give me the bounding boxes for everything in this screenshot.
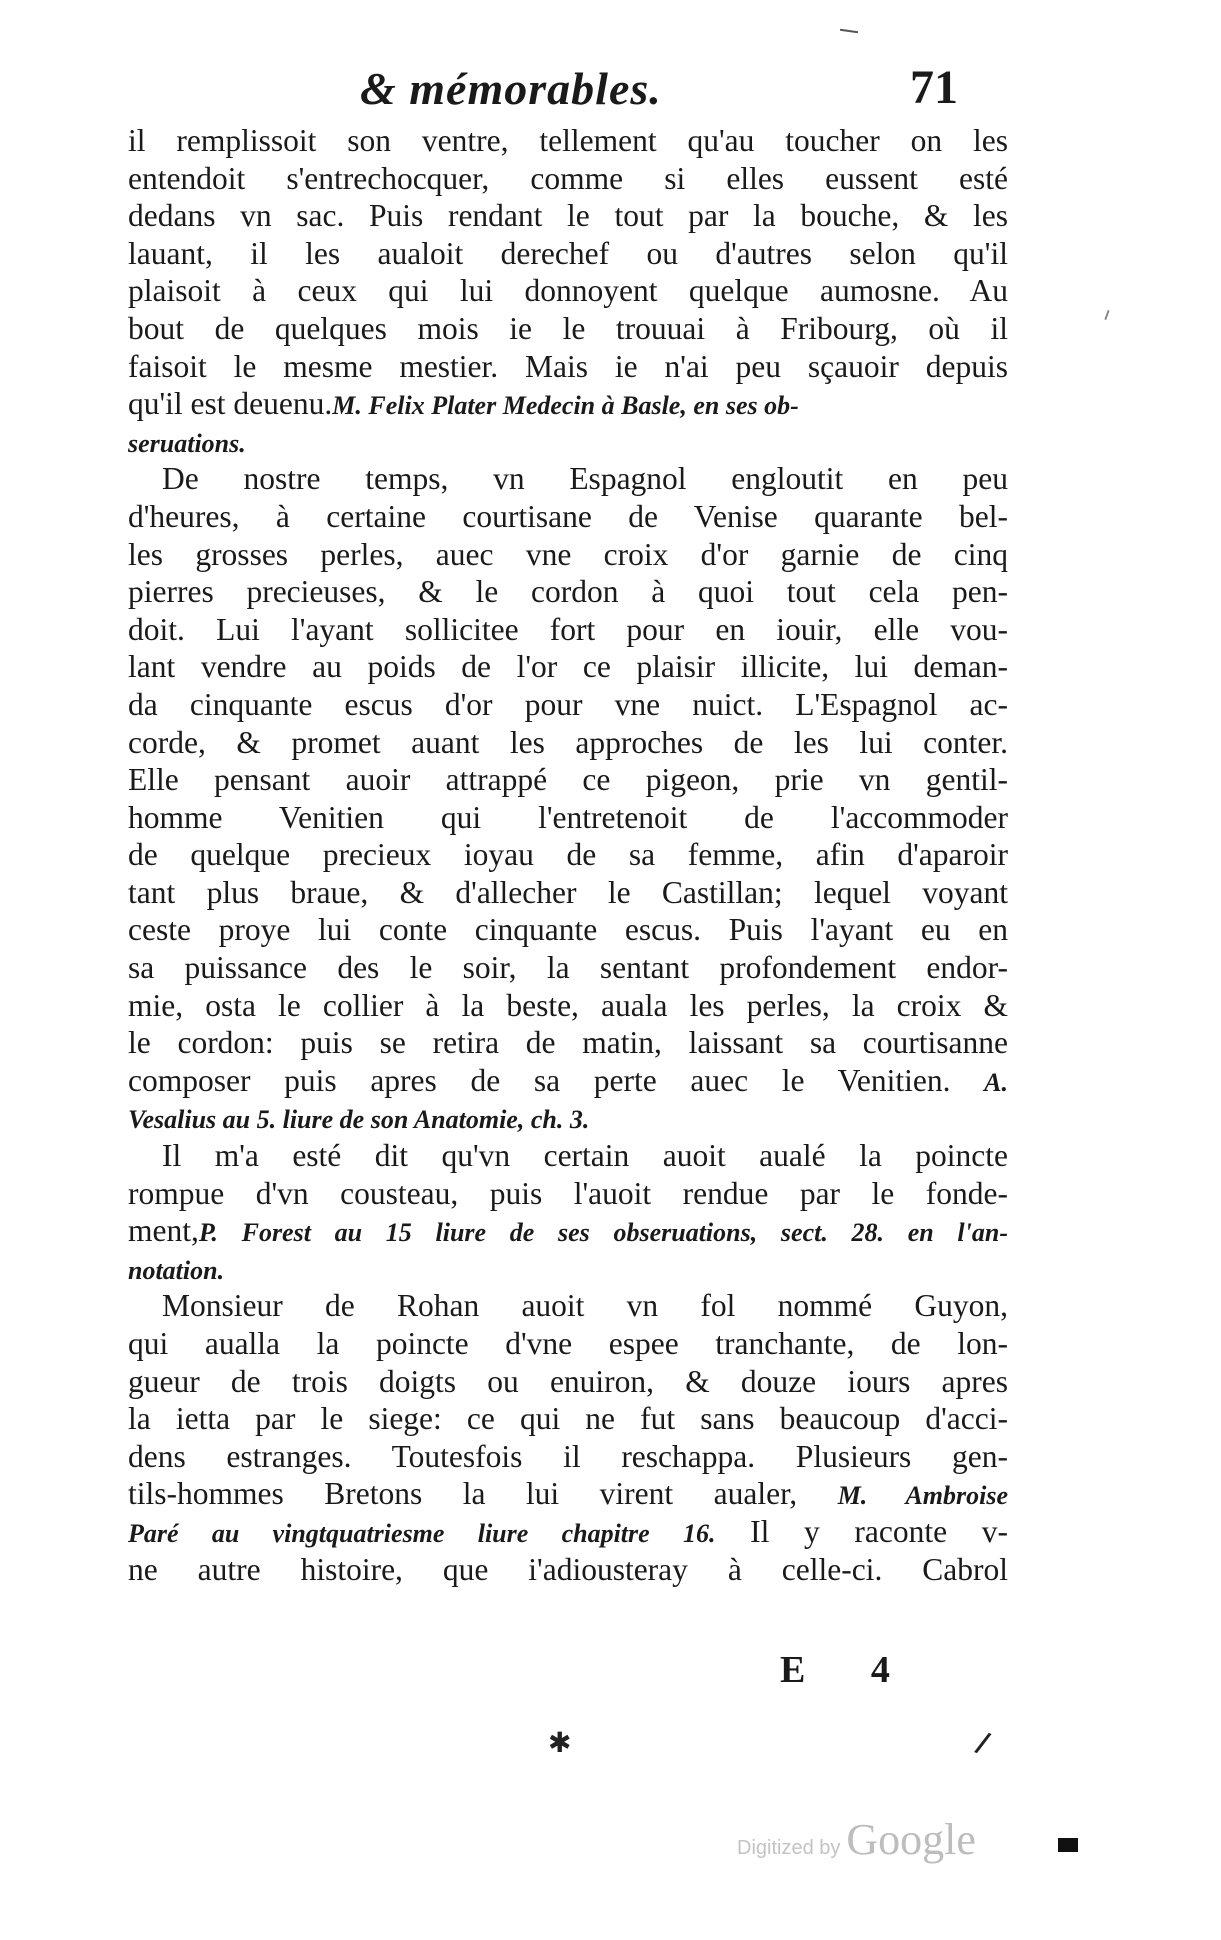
ink-mark: / (972, 1725, 994, 1760)
citation-vesalius-start: A. (984, 1067, 1008, 1097)
text-line: tant plus braue, & d'allecher le Castillan; lequel voyant (128, 874, 1008, 910)
ink-mark: ✱ (548, 1726, 572, 1759)
text-line: dedans vn sac. Puis rendant le tout par la bouche, & les (128, 198, 1008, 234)
text-line: la ietta par le siege: ce qui ne fut sans beaucoup d'acci- (128, 1401, 1008, 1437)
text-line: pierres precieuses, & le cordon à quoi tout cela pen- (128, 574, 1008, 610)
text-line: sa puissance des le soir, la sentant profondement endor- (128, 950, 1008, 986)
text-line-with-citation (128, 385, 1008, 423)
text-line: Il m'a esté dit qu'vn certain auoit aualé la poincte (162, 1138, 1008, 1174)
text-line: dens estranges. Toutesfois il reschappa. Plusieurs gen- (128, 1438, 1008, 1474)
text-line: da cinquante escus d'or pour vne nuict. L'Espagnol ac- (128, 686, 1008, 722)
text-line: homme Venitien qui l'entretenoit de l'accommoder (128, 799, 1008, 835)
text-fragment: qu'il est deuenu. (128, 386, 333, 422)
citation-platter: M. Felix Plater Medecin à Basle, en ses ob- (332, 391, 799, 421)
scan-corner-mark (1058, 1838, 1078, 1852)
text-line-with-citation (128, 1475, 1008, 1513)
citation-platter-end: seruations. (128, 428, 246, 458)
text-line: doit. Lui l'ayant sollicitee fort pour en iouir, elle vou- (128, 611, 1008, 647)
text-line: entendoit s'entrechocquer, comme si elles eussent esté (128, 160, 1008, 196)
text-line (128, 423, 1008, 461)
ink-speck (1104, 310, 1109, 320)
body-text (128, 122, 1008, 1588)
text-line: bout de quelques mois ie le trouuai à Fribourg, où il (128, 310, 1008, 346)
text-line: ceste proye lui conte cinquante escus. Puis l'ayant eu en (128, 912, 1008, 948)
text-line: il remplissoit son ventre, tellement qu'au toucher on les (128, 123, 1008, 158)
text-line: rompue d'vn cousteau, puis l'auoit rendue par le fonde- (128, 1175, 1008, 1211)
digitized-watermark (737, 1814, 976, 1865)
text-line: Elle pensant auoir attrappé ce pigeon, prie vn gentil- (128, 762, 1008, 798)
text-line (128, 1250, 1008, 1288)
citation-pare: Paré au vingtquatriesme liure chapitre 16. (128, 1518, 716, 1548)
text-line (128, 1099, 1008, 1137)
watermark-prefix: Digitized by (737, 1837, 841, 1859)
citation-pare-start: M. Ambroise (837, 1481, 1008, 1511)
text-line: lant vendre au poids de l'or ce plaisir illicite, lui deman- (128, 649, 1008, 685)
text-line: les grosses perles, auec vne croix d'or garnie de cinq (128, 536, 1008, 572)
text-line: mie, osta le collier à la beste, auala les perles, la croix & (128, 987, 1008, 1023)
citation-forest: P. Forest au 15 liure de ses obseruations, sect. 28. en l'an- (198, 1218, 1008, 1248)
signature-mark: E 4 (780, 1649, 918, 1691)
running-head: & mémorables. (360, 63, 662, 114)
page-number: 71 (910, 61, 958, 114)
text-line: d'heures, à certaine courtisane de Venise quarante bel- (128, 498, 1008, 534)
text-line: ne autre histoire, que i'adiousteray à celle-ci. Cabrol (128, 1551, 1008, 1587)
text-fragment: ment, (128, 1213, 199, 1249)
text-line: qui aualla la poincte d'vne espee tranchante, de lon- (128, 1326, 1008, 1361)
text-line: corde, & promet auant les approches de les lui conter. (128, 724, 1008, 760)
text-line-with-citation (128, 1212, 1008, 1250)
text-line-with-citation (128, 1062, 1008, 1100)
text-line: De nostre temps, vn Espagnol engloutit en peu (162, 461, 1008, 497)
watermark-brand: Google (846, 1815, 976, 1864)
ink-mark (840, 29, 858, 33)
text-line: gueur de trois doigts ou enuiron, & douze iours apres (128, 1363, 1008, 1399)
text-fragment: Il y raconte v- (750, 1513, 1008, 1549)
text-line: lauant, il les aualoit derechef ou d'autres selon qu'il (128, 235, 1008, 271)
citation-forest-end: notation. (128, 1255, 225, 1285)
text-line: plaisoit à ceux qui lui donnoyent quelque aumosne. Au (128, 273, 1008, 309)
text-line-with-citation (128, 1513, 1008, 1551)
text-line: de quelque precieux ioyau de sa femme, afin d'aparoir (128, 837, 1008, 873)
text-fragment: tils-hommes Bretons la lui virent aualer, (128, 1476, 798, 1512)
text-line: faisoit le mesme mestier. Mais ie n'ai peu sçauoir depuis (128, 348, 1008, 384)
text-line: Monsieur de Rohan auoit vn fol nommé Guyon, (162, 1288, 1008, 1324)
text-fragment: composer puis apres de sa perte auec le Venitien. (128, 1062, 951, 1098)
citation-vesalius: Vesalius au 5. liure de son Anatomie, ch. 3. (128, 1105, 590, 1135)
text-line: le cordon: puis se retira de matin, laissant sa courtisanne (128, 1025, 1008, 1061)
